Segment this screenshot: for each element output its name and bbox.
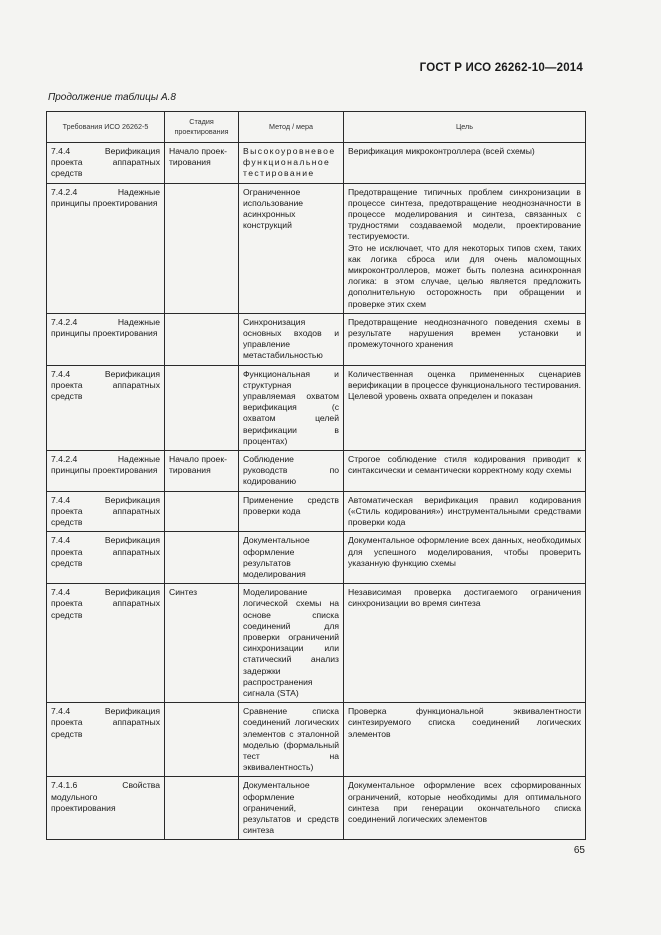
column-header-method: Метод / мера: [239, 112, 344, 143]
stage-cell: [165, 365, 239, 450]
goal-cell: Независимая проверка достигаемого ограничения синхронизации во время синтеза: [344, 584, 586, 703]
method-cell: Применение средств проверки кода: [239, 491, 344, 532]
table-row: [47, 584, 586, 703]
stage-cell: [165, 183, 239, 313]
goal-cell: Документальное оформление всех сформированных ограничений, которые необходимы для оптимального синтеза при генерации окончательного списка соединений логических элементов: [344, 777, 586, 840]
goal-cell: Предотвращение типичных проблем синхронизации в процессе синтеза, предотвращение неоднозначности в процессе моделирования и синтеза, связанных с трудностями создаваемой модели, проектирование тестируемости. Это не исключает, что для некоторых типов схем, таких как логика сброса или для очень маломощных микроконтроллеров, может быть полезна асинхронная логика: в этом случае, целью является предложить дополнительную осторожность при обращении и проверке этих схем: [344, 183, 586, 313]
method-cell: Документальное оформление результатов моделирования: [239, 532, 344, 584]
table-row: [47, 491, 586, 532]
table-row: [47, 183, 586, 313]
column-header-goal: Цель: [344, 112, 586, 143]
table-row: [47, 777, 586, 840]
stage-cell: Синтез: [165, 584, 239, 703]
standard-header: ГОСТ Р ИСО 26262-10—2014: [419, 62, 583, 74]
stage-cell: Начало проек-тирования: [165, 143, 239, 184]
stage-cell: [165, 532, 239, 584]
table-row: [47, 451, 586, 492]
requirement-cell: 7.4.4 Верификация проекта аппаратных средств: [47, 532, 165, 584]
requirement-cell: 7.4.2.4 Надежные принципы проектирования: [47, 451, 165, 492]
table-row: [47, 365, 586, 450]
column-header-requirements: Требования ИСО 26262-5: [47, 112, 165, 143]
table-row: [47, 532, 586, 584]
method-cell: Документальное оформление ограничений, результатов и средств синтеза: [239, 777, 344, 840]
table-caption: Продолжение таблицы А.8: [48, 92, 176, 103]
stage-cell: [165, 777, 239, 840]
method-cell: Высокоуровневое функциональное тестирование: [239, 143, 344, 184]
method-cell: Моделирование логической схемы на основе списка соединений для проверки ограничений синхронизации или статический анализ задержки распространения сигнала (STA): [239, 584, 344, 703]
requirement-cell: 7.4.4 Верификация проекта аппаратных средств: [47, 703, 165, 777]
method-cell: Ограниченное использование асинхронных конструкций: [239, 183, 344, 313]
method-cell: Синхронизация основных входов и управление метастабильностью: [239, 313, 344, 365]
requirement-cell: 7.4.2.4 Надежные принципы проектирования: [47, 183, 165, 313]
goal-cell: Автоматическая верификация правил кодирования («Стиль кодирования») инструментальными средствами проверки кода: [344, 491, 586, 532]
stage-cell: [165, 491, 239, 532]
requirement-cell: 7.4.4 Верификация проекта аппаратных средств: [47, 491, 165, 532]
stage-cell: Начало проек-тирования: [165, 451, 239, 492]
goal-cell: Количественная оценка примененных сценариев верификации в процессе функционального тестирования. Целевой уровень охвата определен и показан: [344, 365, 586, 450]
page-number: 65: [573, 845, 585, 856]
stage-cell: [165, 703, 239, 777]
table-row: [47, 313, 586, 365]
goal-cell: Проверка функциональной эквивалентности синтезируемого списка соединений логических элементов: [344, 703, 586, 777]
requirement-cell: 7.4.2.4 Надежные принципы проектирования: [47, 313, 165, 365]
goal-cell: Предотвращение неоднозначного поведения схемы в результате нарушения времен установки и промежуточного хранения: [344, 313, 586, 365]
stage-cell: [165, 313, 239, 365]
method-cell: Соблюдение руководств по кодированию: [239, 451, 344, 492]
goal-cell: Документальное оформление всех данных, необходимых для успешного моделирования, чтобы проверить указанную функцию схемы: [344, 532, 586, 584]
method-cell: Функциональная и структурная управляемая охватом верификация (с охватом целей верификации в процентах): [239, 365, 344, 450]
table-row: [47, 703, 586, 777]
goal-cell: Строгое соблюдение стиля кодирования приводит к синтаксически и семантически корректному коду схемы: [344, 451, 586, 492]
table-header-row: [47, 112, 586, 143]
requirement-cell: 7.4.4 Верификация проекта аппаратных средств: [47, 143, 165, 184]
method-cell: Сравнение списка соединений логических элементов с эталонной моделью (формальный тест на эквивалентность): [239, 703, 344, 777]
requirements-table: [46, 111, 586, 840]
goal-cell: Верификация микроконтроллера (всей схемы): [344, 143, 586, 184]
requirement-cell: 7.4.4 Верификация проекта аппаратных средств: [47, 365, 165, 450]
requirement-cell: 7.4.1.6 Свойства модульного проектирования: [47, 777, 165, 840]
requirement-cell: 7.4.4 Верификация проекта аппаратных средств: [47, 584, 165, 703]
column-header-stage: Стадия проектирования: [165, 112, 239, 143]
table-row: [47, 143, 586, 184]
